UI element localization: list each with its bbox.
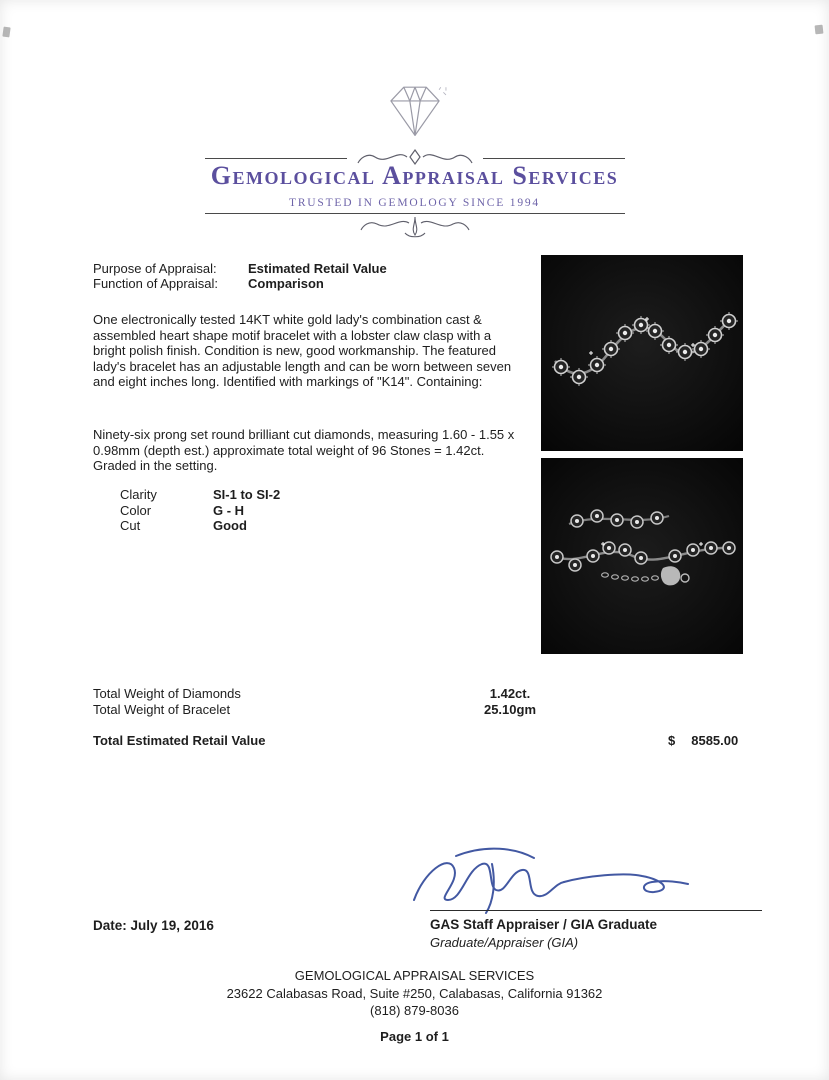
purpose-value: Estimated Retail Value bbox=[248, 261, 387, 276]
purpose-label: Purpose of Appraisal: bbox=[93, 261, 217, 276]
cut-label: Cut bbox=[120, 518, 141, 533]
footer-address: 23622 Calabasas Road, Suite #250, Calabasas, California 91362 bbox=[226, 985, 603, 1001]
total-diamonds-value: 1.42ct. bbox=[489, 686, 531, 701]
retail-value: 8585.00 bbox=[691, 733, 739, 748]
bracelet-photo-clasp-view bbox=[541, 458, 743, 654]
diamond-logo-icon bbox=[372, 80, 458, 146]
cut-value: Good bbox=[213, 518, 247, 533]
total-bracelet-value: 25.10gm bbox=[483, 701, 537, 717]
flourish-ornament-icon bbox=[347, 215, 483, 245]
clarity-value: SI-1 to SI-2 bbox=[213, 487, 281, 502]
retail-value-label: Total Estimated Retail Value bbox=[93, 733, 266, 748]
grading-table bbox=[120, 487, 280, 534]
item-description: One electronically tested 14KT white gold lady's combination cast & assembled heart shape motif bracelet with a lobster claw clasp with a bright polish finish. Condition is new, good workmanship. The featured lady's bracelet has an adjustable length and can be worn between seven and eight inches long. Identified with markings of "K14". Containing: bbox=[93, 312, 512, 389]
currency-symbol: $ bbox=[668, 733, 676, 748]
footer bbox=[0, 966, 829, 1044]
appraisal-date bbox=[93, 918, 214, 934]
company-tagline: TRUSTED IN GEMOLOGY SINCE 1994 bbox=[289, 197, 540, 209]
appraiser-title: GAS Staff Appraiser / GIA Graduate bbox=[430, 917, 658, 932]
retail-amount bbox=[668, 733, 738, 749]
footer-phone: (818) 879-8036 bbox=[370, 1003, 459, 1018]
scan-artifact bbox=[815, 25, 824, 35]
total-bracelet-label: Total Weight of Bracelet bbox=[93, 701, 231, 717]
total-diamonds-label: Total Weight of Diamonds bbox=[93, 686, 241, 701]
function-row bbox=[93, 276, 533, 292]
grading-row-clarity bbox=[120, 487, 280, 503]
footer-company: GEMOLOGICAL APPRAISAL SERVICES bbox=[294, 968, 535, 983]
retail-value-row bbox=[93, 733, 753, 749]
purpose-row bbox=[93, 261, 533, 277]
date-value: July 19, 2016 bbox=[130, 918, 214, 933]
bracelet-photo-top-view bbox=[541, 255, 743, 451]
color-label: Color bbox=[120, 502, 152, 518]
appraiser-credential: Graduate/Appraiser (GIA) bbox=[430, 935, 579, 950]
totals-table bbox=[93, 686, 653, 717]
total-bracelet-row bbox=[93, 702, 653, 718]
color-value: G - H bbox=[213, 502, 245, 518]
function-label: Function of Appraisal: bbox=[93, 276, 219, 291]
grading-row-cut bbox=[120, 518, 280, 534]
header-divider-bottom bbox=[205, 213, 625, 214]
signature-line bbox=[430, 910, 762, 911]
total-diamonds-row bbox=[93, 686, 653, 702]
scan-artifact bbox=[2, 27, 10, 38]
clarity-label: Clarity bbox=[120, 487, 157, 502]
appraiser-signature bbox=[396, 842, 696, 916]
date-label: Date: bbox=[93, 918, 127, 933]
stones-description: Ninety-six prong set round brilliant cut diamonds, measuring 1.60 - 1.55 x 0.98mm (depth est.) approximate total weight of 96 Stones = 1.42ct. Graded in the setting. bbox=[93, 427, 515, 473]
page-number: Page 1 of 1 bbox=[380, 1028, 449, 1044]
company-title: Gemological Appraisal Services bbox=[210, 161, 619, 190]
grading-row-color bbox=[120, 503, 280, 519]
function-value: Comparison bbox=[248, 276, 324, 291]
